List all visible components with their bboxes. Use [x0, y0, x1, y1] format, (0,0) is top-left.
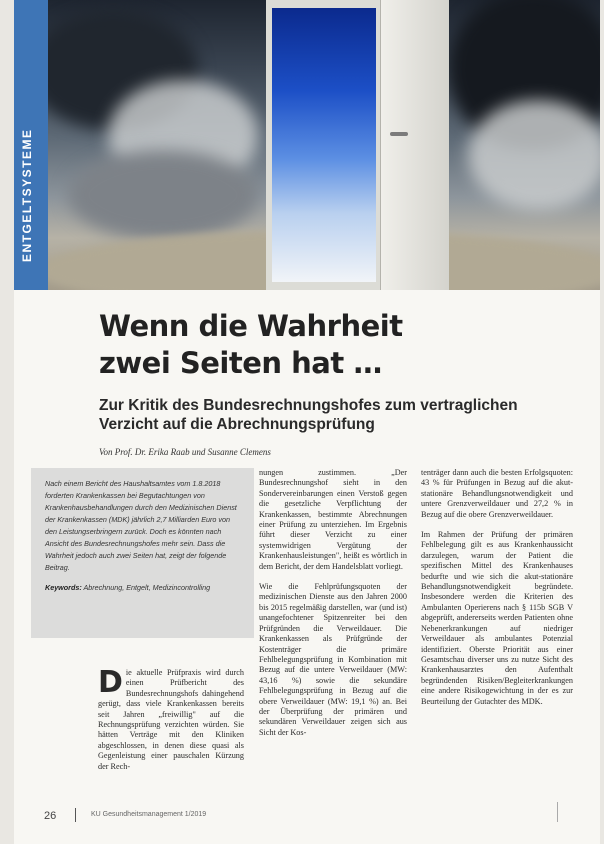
open-door [380, 0, 449, 290]
teaser-box [31, 468, 254, 638]
section-sidebar [14, 0, 48, 290]
paragraph: tenträger dann auch die besten Erfolgsquoten: 43 % für Prüfungen in Bezug auf die akut-stationäre Behandlungsnotwendigkeit und untere Grenzverweildauer und 27,2 % in Bezug auf die obere Grenzverweildauer. [421, 468, 573, 519]
article-title [99, 308, 403, 382]
title-line-2: zwei Seiten hat … [99, 346, 382, 380]
title-line-1: Wenn die Wahrheit [99, 309, 403, 343]
footer-rule [557, 802, 558, 822]
teaser-text: Nach einem Bericht des Haushaltsamtes vom 1.8.2018 forderten Krankenkassen bei Begutachtungen von Krankenhausbehandlungen durch den Medizinischen Dienst der Krankenkassen (MDK) jährlich 2,7 Milliarden Euro von den Leistungserbringern zurück. Doch es könnten nach Ansicht des Bundesrechnungshofes mehr sein. Dass die Wahrheit jedoch auch zwei Seiten hat, zeigt der folgende Beitrag. [45, 479, 237, 572]
page-number: 26 [44, 810, 57, 822]
keywords-label: Keywords: [45, 583, 82, 592]
light-cloud [468, 100, 600, 210]
hero-image [48, 0, 600, 290]
page-footer [29, 808, 569, 826]
keywords [45, 582, 242, 594]
column-1-text: ie aktuelle Prüfpraxis wird durch einen Prüfbericht des Bundesrechnungshofs dahingehend gerügt, dass viele Krankenkassen bereits seit Jahren „freiwillig" auf die Rechnungsprüfung verzichten würden. Sie hätten Verträge mit den Kliniken abgeschlossen, in denen diese quasi als Gegenleistung einer pauschalen Kürzung der Rech- [98, 668, 244, 771]
paragraph: Im Rahmen der Prüfung der primären Fehlbelegung gilt es aus Krankenhaussicht darzulegen, warum der Patient die spezifischen Mittel des Krankenhauses bedurfte und wie sich die akut-stationäre Behandlungsnotwendigkeit begründete. Insbesondere werden die Kriterien des Ambulanten Operierens nach § 115b SGB V abgeprüft, andererseits werden Patienten ohne Nebenerkrankungen auf niedriger Verweildauer als ambulantes Potenzial identifiziert. Oberste Priorität aus einer Gesamtschau diverser uns zu nutze Sicht des Krankenhausarztes den Aufenthalt begründenden Risiken/Begleiterkrankungen eine andere Risikogewichtung in der es zur Beurteilung der Gutachter des MDK. [421, 530, 573, 706]
magazine-page [14, 0, 600, 844]
sky-through-door [272, 8, 376, 282]
paragraph: nungen zustimmen. „Der Bundesrechnungshof sieht in den Sondervereinbarungen einen Verstoß gegen die gesetzliche Verpflichtung der Krankenkassen, bestimmte Abrechnungen einer Prüfung zu unterziehen. Im Ergebnis führt dieser Verzicht zu einer systemwidrigen Vergütung der Krankenhausleistungen", heißt es wörtlich in dem Bericht, der dem Handelsblatt vorliegt. [259, 468, 407, 571]
door-handle [390, 132, 408, 136]
body-column-3 [421, 468, 573, 717]
journal-name: KU Gesundheitsmanagement 1/2019 [91, 811, 207, 818]
body-column-1 [98, 665, 244, 782]
byline: Von Prof. Dr. Erika Raab und Susanne Clemens [99, 447, 271, 457]
drop-cap: D [98, 665, 123, 700]
section-label: ENTGELTSYSTEME [20, 128, 34, 262]
footer-divider [75, 808, 76, 822]
article-subtitle: Zur Kritik des Bundesrechnungshofes zum vertraglichen Verzicht auf die Abrechnungsprüfung [99, 397, 518, 433]
grey-cloud [68, 150, 258, 240]
keywords-list: Abrechnung, Entgelt, Medizincontrolling [83, 583, 211, 592]
paragraph: Wie die Fehlprüfungsquoten der medizinischen Dienste aus den Jahren 2000 bis 2015 regelmäßig darstellen, war (und ist) unangefochtener Spitzenreiter bei den Prüfgründen die Verweildauer. Die Krankenkassen als Prüfgründe der Kostenträger die primäre Fehlbelegungsprüfung in Kombination mit Bezug auf die untere Verweildauer (MW: 43,16 %) sowie die sekundäre Fehlbelegungsprüfung in Bezug auf die obere Verweildauer (MW: 19,1 %) an. Bei der Überprüfung der primären und sekundären Verweildauer zeigen sich aus Sicht der Kos- [259, 582, 407, 737]
body-column-2 [259, 468, 407, 748]
